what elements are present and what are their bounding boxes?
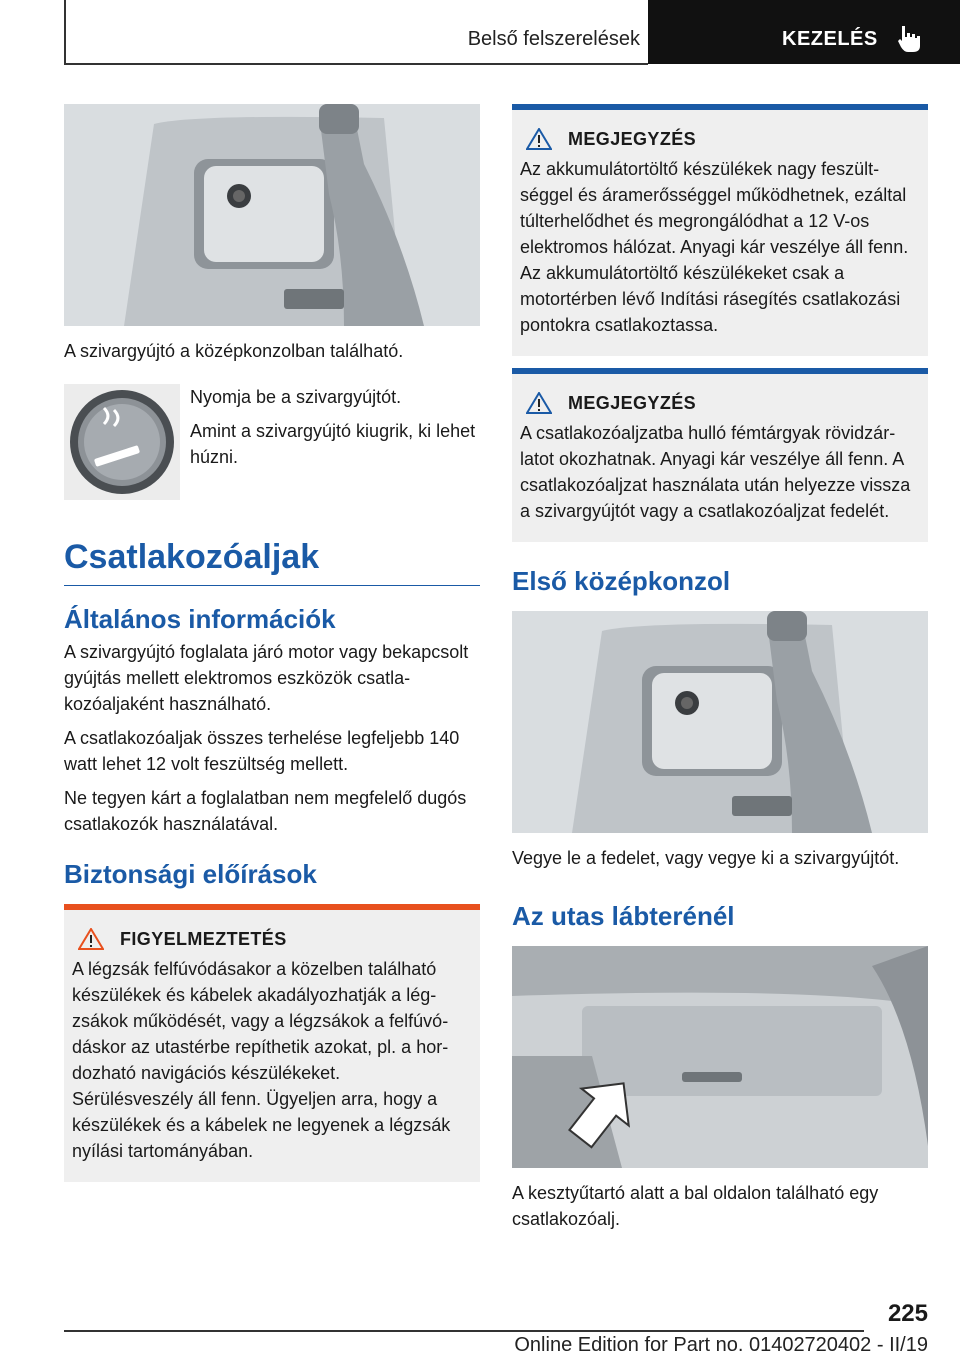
note-1-text: Az akkumulátortöltő készülékek nagy feszültséggel és áramerősséggel működhetnek, ezáltal túlterhelődhet és megrongálódhat a 12 V-os elektromos hálózat. Anyagi kár veszélye áll fenn. Az akkumulátortöltő készülékeket csak a motortérben lévő Indítási rásegítés csatlakozási pontokra csatlakoztassa. bbox=[520, 159, 909, 335]
note-1-title: MEGJEGYZÉS bbox=[568, 128, 697, 149]
lighter-photo bbox=[64, 384, 180, 500]
warning-triangle-icon bbox=[526, 392, 552, 414]
note-2-title-row bbox=[520, 392, 920, 414]
main-heading: Csatlakozóaljak bbox=[64, 538, 480, 586]
footwell-photo bbox=[512, 946, 928, 1168]
note-box-2 bbox=[512, 368, 928, 542]
console-caption: A szivargyújtó a középkonzolban található. bbox=[64, 341, 404, 361]
warning-title: FIGYELMEZTETÉS bbox=[120, 928, 287, 949]
note-box-1 bbox=[512, 104, 928, 356]
note-2-title: MEGJEGYZÉS bbox=[568, 392, 697, 413]
chapter-tab bbox=[648, 0, 960, 64]
edition-note: Online Edition for Part no. 01402720402 - II/19 bbox=[514, 1334, 928, 1356]
lighter-section bbox=[64, 384, 480, 500]
footer-divider bbox=[64, 1330, 864, 1332]
warning-triangle-icon bbox=[526, 128, 552, 150]
chapter-tab-label: KEZELÉS bbox=[782, 28, 878, 50]
front-console-illustration bbox=[512, 611, 928, 833]
left-column bbox=[64, 104, 480, 1182]
page-number: 225 bbox=[887, 1300, 928, 1327]
warning-box bbox=[64, 904, 480, 1182]
info-paragraph-3: Ne tegyen kárt a foglalatban nem megfelelő dugós csatlakozók használatával. bbox=[64, 788, 467, 834]
header-underline bbox=[64, 63, 648, 65]
warning-paragraph-1: A légzsák felfúvódásakor a közelben található készülékek és kábelek akadályozhatják a légzsákok működését, vagy a légzsákok a felfúvódáskor az utastérbe repíthetik azokat, pl. a hordozható navigációs készülékeket. bbox=[72, 959, 449, 1083]
note-1-title-row bbox=[520, 128, 920, 150]
right-column bbox=[512, 104, 928, 1232]
front-console-heading: Első középkonzol bbox=[512, 566, 731, 596]
warning-paragraph-2: Sérülésveszély áll fenn. Ügyeljen arra, hogy a készülékek és a kábelek ne legyenek a légzsák nyílási tartományában. bbox=[72, 1089, 451, 1161]
warning-title-row bbox=[72, 928, 472, 950]
section-title: Belső felszerelések bbox=[467, 28, 640, 50]
hand-pointer-icon bbox=[896, 24, 924, 54]
passenger-footwell-heading: Az utas lábterénél bbox=[512, 901, 735, 931]
console-photo bbox=[64, 104, 480, 326]
center-console-illustration bbox=[64, 104, 480, 326]
safety-heading: Biztonsági előírások bbox=[64, 859, 317, 889]
lighter-step-2: Amint a szivargyújtó kiugrik, ki lehet húzni. bbox=[190, 421, 476, 467]
front-console-caption: Vegye le a fedelet, vagy vegye ki a szivargyújtót. bbox=[512, 848, 900, 868]
glovebox-illustration bbox=[512, 946, 928, 1168]
cigarette-lighter-icon bbox=[64, 384, 180, 500]
info-paragraph-2: A csatlakozóaljak összes terhelése legfeljebb 140 watt lehet 12 volt feszültség mellett. bbox=[64, 728, 460, 774]
info-heading: Általános információk bbox=[64, 604, 336, 634]
warning-triangle-icon bbox=[78, 928, 104, 950]
note-2-text: A csatlakozóaljzatba hulló fémtárgyak rövidzárlatot okozhatnak. Anyagi kár veszélye áll fenn. A csatlakozóaljzat használata után helyezze vissza a szivargyújtót vagy a csatlakozóaljzat fedelét. bbox=[520, 423, 911, 521]
lighter-instructions bbox=[190, 384, 480, 500]
header-divider bbox=[64, 0, 66, 64]
front-console-photo bbox=[512, 611, 928, 833]
lighter-step-1: Nyomja be a szivargyújtót. bbox=[190, 387, 402, 407]
info-paragraph-1: A szivargyújtó foglalata járó motor vagy bekapcsolt gyújtás mellett elektromos eszközök csatlakozóaljaként használható. bbox=[64, 642, 469, 714]
footwell-caption: A kesztyűtartó alatt a bal oldalon található egy csatlakozóalj. bbox=[512, 1183, 879, 1229]
